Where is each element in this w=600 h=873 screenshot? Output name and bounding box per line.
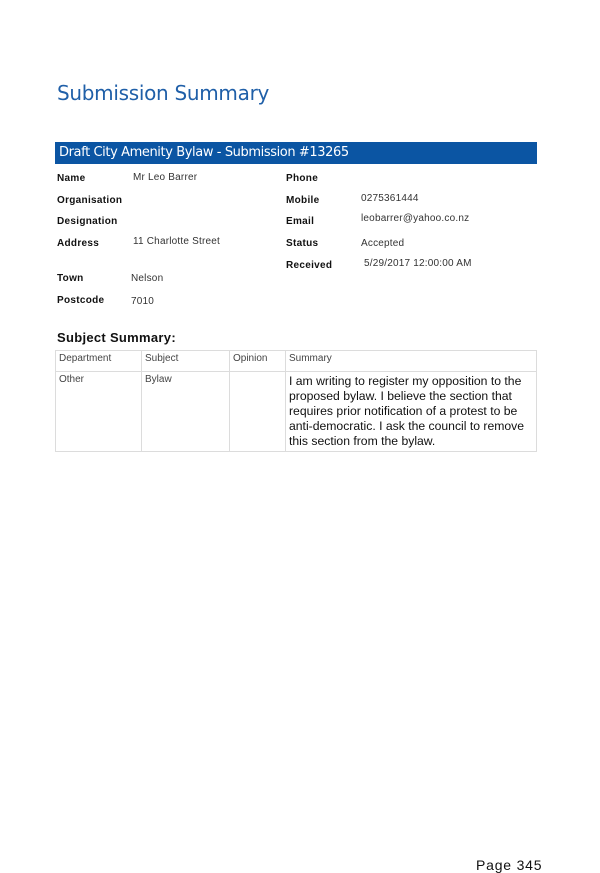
mobile-value: 0275361444 xyxy=(361,193,419,204)
subject-summary-heading: Subject Summary: xyxy=(57,330,176,345)
postcode-label: Postcode xyxy=(57,295,105,306)
subject-cell: Bylaw xyxy=(142,372,230,452)
table-header-row xyxy=(56,351,537,372)
received-value: 5/29/2017 12:00:00 AM xyxy=(364,258,472,269)
status-value: Accepted xyxy=(361,238,405,249)
column-header-department: Department xyxy=(56,351,142,372)
town-value: Nelson xyxy=(131,273,164,284)
mobile-label: Mobile xyxy=(286,195,320,206)
status-label: Status xyxy=(286,238,319,249)
email-label: Email xyxy=(286,216,315,227)
address-value: 11 Charlotte Street xyxy=(133,236,220,247)
name-value: Mr Leo Barrer xyxy=(133,172,198,183)
name-label: Name xyxy=(57,173,86,184)
department-cell: Other xyxy=(56,372,142,452)
summary-cell: I am writing to register my opposition to the proposed bylaw. I believe the section that requires prior notification of a protest to be anti-democratic. I ask the council to remove this section from the bylaw. xyxy=(286,372,537,452)
opinion-cell xyxy=(230,372,286,452)
submission-banner: Draft City Amenity Bylaw - Submission #13265 xyxy=(55,142,537,164)
column-header-subject: Subject xyxy=(142,351,230,372)
postcode-value: 7010 xyxy=(131,296,155,307)
table-row xyxy=(56,372,537,452)
received-label: Received xyxy=(286,260,333,271)
column-header-opinion: Opinion xyxy=(230,351,286,372)
organisation-label: Organisation xyxy=(57,195,123,206)
subject-summary-table xyxy=(55,350,537,452)
column-header-summary: Summary xyxy=(286,351,537,372)
email-value: leobarrer@yahoo.co.nz xyxy=(361,213,470,224)
address-label: Address xyxy=(57,238,100,249)
phone-label: Phone xyxy=(286,173,319,184)
designation-label: Designation xyxy=(57,216,118,227)
page-number: Page 345 xyxy=(476,857,543,873)
page-title: Submission Summary xyxy=(57,81,270,105)
town-label: Town xyxy=(57,273,84,284)
